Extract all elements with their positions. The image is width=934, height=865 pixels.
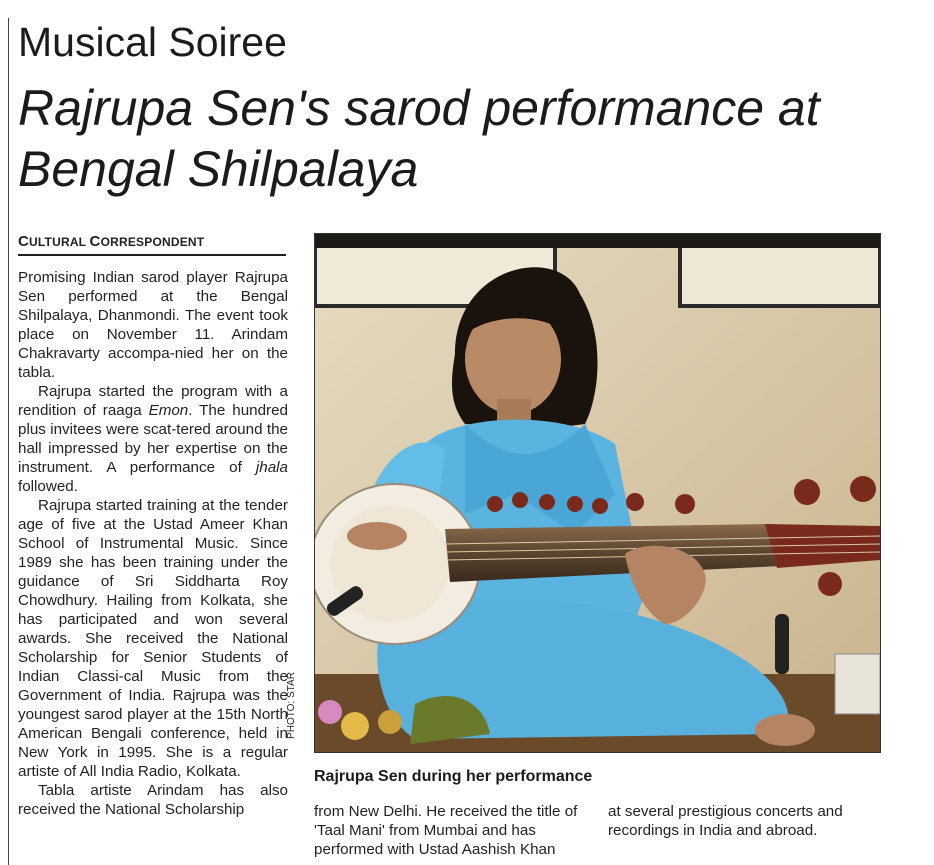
paragraph-2-part-a: Rajrupa started the program with a rendition of raaga xyxy=(18,383,288,419)
photo-credit-text: PHOTO: STAR xyxy=(285,672,297,739)
paragraph-2 xyxy=(18,382,288,496)
photo-caption: Rajrupa Sen during her performance xyxy=(314,768,593,785)
byline-initial-1: C xyxy=(18,233,30,250)
performance-photo xyxy=(314,233,881,753)
column-2-text: from New Delhi. He received the title of 'Taal Mani' from Mumbai and has performed with Ustad Aashish Khan xyxy=(314,803,578,858)
photo-credit xyxy=(285,662,310,752)
column-3-text: at several prestigious concerts and recordings in India and abroad. xyxy=(608,803,843,839)
article-column-3 xyxy=(608,802,888,840)
jhala-term: jhala xyxy=(255,459,288,476)
byline-initial-2: C xyxy=(89,233,101,250)
paragraph-2-part-b: . The hundred plus invitees were scat-tered around the hall impressed by her expertise on the instrument. A performance of xyxy=(18,402,288,476)
paragraph-1: Promising Indian sarod player Rajrupa Sen performed at the Bengal Shilpalaya, Dhanmondi. The event took place on November 11. Arindam Chakravarty accompa-nied her on the tabla. xyxy=(18,269,288,381)
paragraph-4: Tabla artiste Arindam has also received the National Scholarship xyxy=(18,782,288,818)
article-column-2 xyxy=(314,802,588,859)
article-column-1 xyxy=(18,268,288,819)
raaga-name: Emon xyxy=(148,402,189,419)
column-rule xyxy=(8,18,9,865)
byline-rest-2: ORRESPONDENT xyxy=(100,235,205,249)
paragraph-3: Rajrupa started training at the tender age of five at the Ustad Ameer Khan School of Instrumental Music. Since 1989 she has been training under the guidance of Sri Siddharta Roy Chowdhury. Hailing from Kolkata, she has participated and won several awards. She received the National Scholarship for Senior Students of Indian Classi-cal Music from the Government of India. Rajrupa was the youngest sarod player at the 15th North American Bengali conference, held in New York in 1995. She is a regular artiste of All India Radio, Kolkata. xyxy=(18,497,288,780)
paragraph-2-part-c: followed. xyxy=(18,478,78,495)
kicker: Musical Soiree xyxy=(18,19,287,65)
byline-rest-1: ULTURAL xyxy=(29,235,90,249)
byline xyxy=(18,233,286,256)
performance-photo-illustration xyxy=(315,234,880,752)
headline: Rajrupa Sen's sarod performance at Bengal Shilpalaya xyxy=(18,80,820,197)
